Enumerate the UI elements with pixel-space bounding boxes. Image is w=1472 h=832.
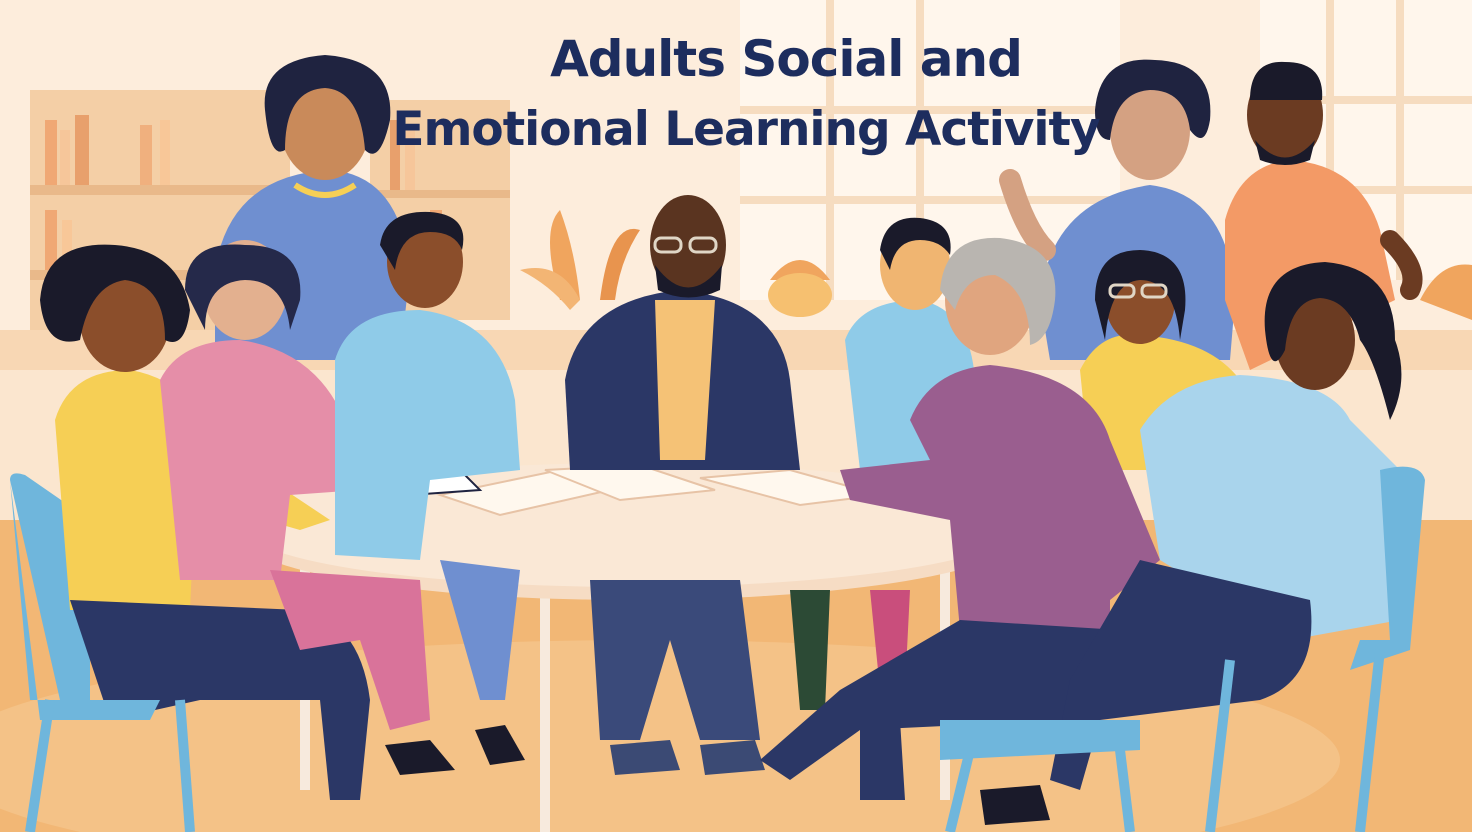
title-line-2: Emotional Learning Activity	[392, 102, 1100, 157]
title-line-1: Adults Social and	[550, 30, 1022, 88]
